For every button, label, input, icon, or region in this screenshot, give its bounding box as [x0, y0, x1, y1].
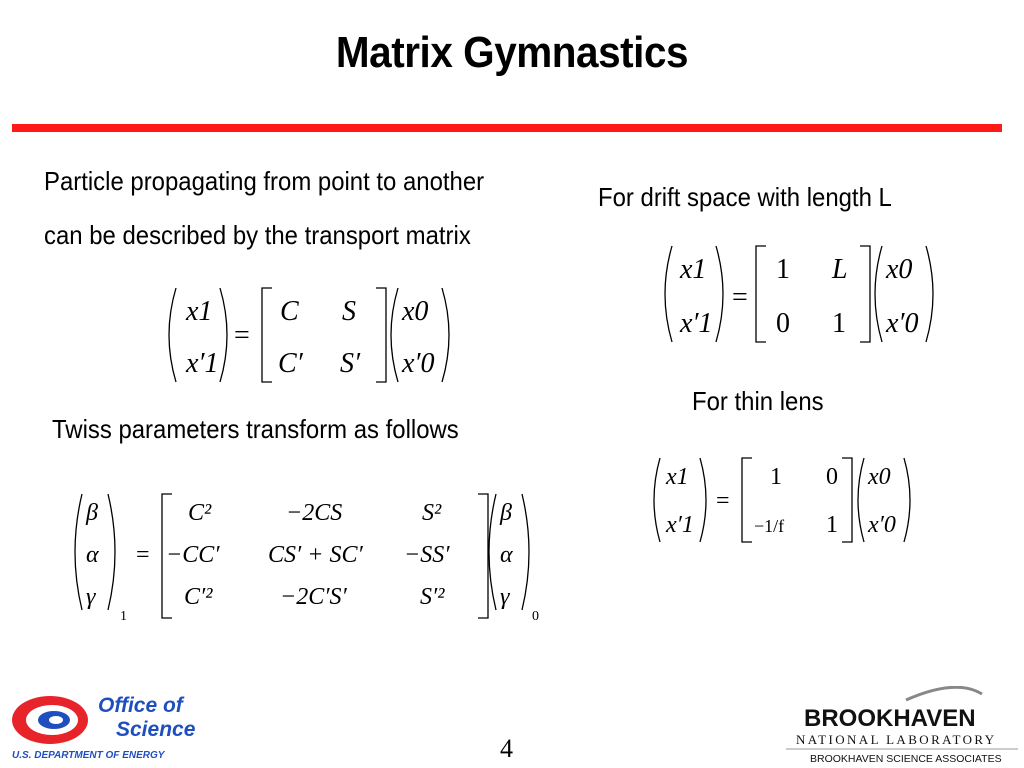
lens-lhs-0: x1: [666, 464, 689, 490]
lens-m-01: 0: [826, 464, 838, 490]
brookhaven-logo: [786, 686, 1018, 766]
drift-equation: [656, 240, 946, 348]
bnl-assoc: BROOKHAVEN SCIENCE ASSOCIATES: [810, 753, 1002, 765]
lens-m-11: 1: [826, 512, 838, 538]
twiss-lhs-0: β: [86, 500, 98, 526]
transport-m-00: C: [280, 296, 299, 327]
drift-lhs-0: x1: [680, 254, 707, 285]
transport-lhs-0: x1: [186, 296, 213, 327]
transport-m-10: C′: [278, 348, 303, 379]
drift-caption: For drift space with length L: [598, 182, 892, 212]
lens-m-10: −1/f: [754, 516, 785, 536]
twiss-lhs-sub: 1: [120, 609, 127, 624]
transport-rhs-0: x0: [402, 296, 429, 327]
doe-tagline: U.S. DEPARTMENT OF ENERGY: [12, 750, 165, 761]
twiss-m-12: −SS′: [404, 542, 450, 568]
doe-office-of-science-logo: [8, 690, 240, 764]
transport-equation: [160, 282, 460, 388]
lens-m-00: 1: [770, 464, 782, 490]
equals-sign: =: [136, 542, 150, 568]
transport-lhs-1: x′1: [186, 348, 219, 379]
transport-m-01: S: [342, 296, 356, 327]
twiss-m-02: S²: [422, 500, 442, 526]
drift-rhs-0: x0: [886, 254, 913, 285]
equals-sign: =: [716, 488, 730, 514]
drift-lhs-1: x′1: [680, 308, 713, 339]
drift-m-01: L: [832, 254, 848, 285]
lens-rhs-1: x′0: [868, 512, 896, 538]
twiss-rhs-2: γ: [500, 584, 510, 610]
paren-right-close: [442, 288, 449, 382]
equals-sign: =: [234, 320, 250, 351]
bracket-close: [376, 288, 386, 382]
drift-m-00: 1: [776, 254, 790, 285]
page-number: 4: [500, 734, 513, 763]
twiss-lhs-2: γ: [86, 584, 96, 610]
twiss-rhs-sub: 0: [532, 609, 539, 624]
doe-line2: Science: [116, 718, 196, 741]
bnl-arc-icon: [906, 687, 982, 700]
twiss-m-20: C′²: [184, 584, 213, 610]
twiss-rhs-1: α: [500, 542, 513, 568]
transport-m-11: S′: [340, 348, 361, 379]
twiss-m-11: CS′ + SC′: [268, 542, 363, 568]
drift-rhs-1: x′0: [886, 308, 919, 339]
slide-title: Matrix Gymnastics: [335, 28, 689, 77]
paren-left-close: [220, 288, 227, 382]
bracket-open: [262, 288, 272, 382]
doe-line1: Office of: [98, 694, 183, 717]
lens-caption: For thin lens: [692, 386, 824, 416]
intro-text-line2: can be described by the transport matrix: [44, 220, 471, 250]
twiss-m-01: −2CS: [286, 500, 343, 526]
twiss-equation: [60, 488, 550, 628]
twiss-m-00: C²: [188, 500, 212, 526]
twiss-lhs-1: α: [86, 542, 99, 568]
doe-swirl-icon: [12, 696, 88, 744]
equals-sign: =: [732, 282, 748, 313]
twiss-caption: Twiss parameters transform as follows: [52, 414, 459, 444]
twiss-m-22: S′²: [420, 584, 445, 610]
lens-rhs-0: x0: [868, 464, 891, 490]
title-divider: [12, 124, 1002, 132]
bnl-name: BROOKHAVEN: [804, 705, 976, 732]
intro-text-line1: Particle propagating from point to another: [44, 166, 485, 196]
drift-m-11: 1: [832, 308, 846, 339]
drift-m-10: 0: [776, 308, 790, 339]
twiss-m-10: −CC′: [166, 542, 220, 568]
paren-right-open: [391, 288, 398, 382]
thin-lens-equation: [646, 452, 922, 548]
paren-left-open: [169, 288, 176, 382]
twiss-rhs-0: β: [500, 500, 512, 526]
lens-lhs-1: x′1: [666, 512, 694, 538]
bnl-sub: NATIONAL LABORATORY: [796, 732, 997, 747]
twiss-m-21: −2C′S′: [280, 584, 347, 610]
transport-rhs-1: x′0: [402, 348, 435, 379]
